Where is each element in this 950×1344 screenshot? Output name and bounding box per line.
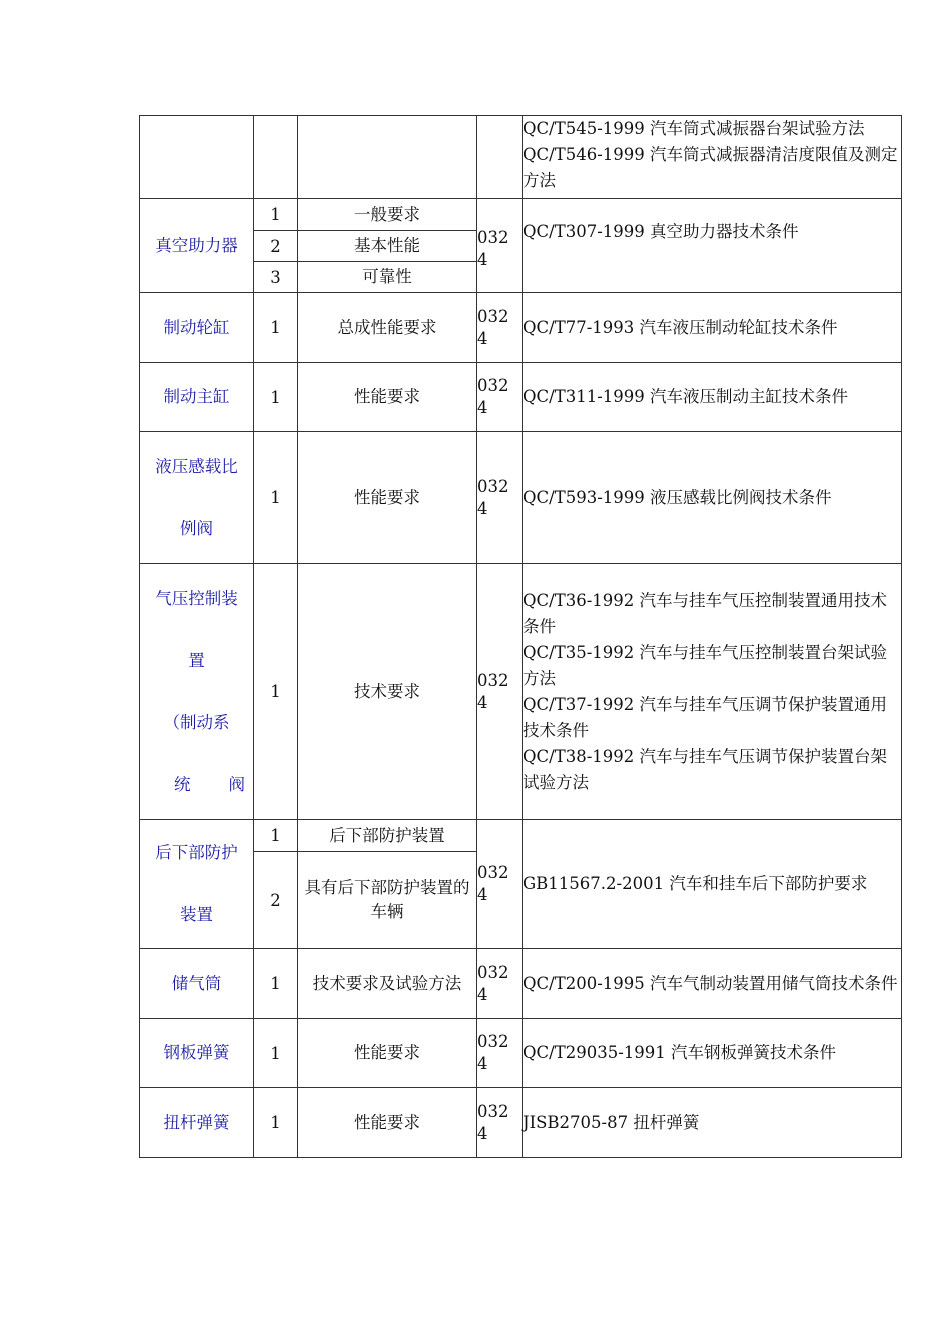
standard-line: JISB2705-87 扭杆弹簧 xyxy=(523,1112,700,1132)
item-name-cell xyxy=(140,1019,254,1088)
item-number: 2 xyxy=(254,852,298,949)
table-row xyxy=(140,564,902,820)
standard-reference xyxy=(523,432,902,564)
category-code: 032 4 xyxy=(477,1088,523,1158)
standard-line: QC/T311-1999 汽车液压制动主缸技术条件 xyxy=(523,387,849,406)
item-name-cell xyxy=(140,1088,254,1158)
requirement: 总成性能要求 xyxy=(298,293,477,363)
standard-reference xyxy=(523,199,902,293)
item-name-line: 气压控制装 xyxy=(155,588,238,608)
requirement: 性能要求 xyxy=(298,432,477,564)
item-number: 1 xyxy=(254,564,298,820)
standard-line: QC/T35-1992 汽车与挂车气压控制装置台架试验方法 xyxy=(523,642,888,688)
category-code: 032 4 xyxy=(477,363,523,432)
standard-reference xyxy=(523,363,902,432)
requirement: 技术要求及试验方法 xyxy=(298,949,477,1019)
requirement: 具有后下部防护装置的车辆 xyxy=(298,852,477,949)
item-name-cell xyxy=(140,199,254,293)
standard-line: QC/T200-1995 汽车气制动装置用储气筒技术条件 xyxy=(523,973,898,993)
standard-reference xyxy=(523,1019,902,1088)
item-name-line: 例阀 xyxy=(180,518,213,538)
category-code: 032 4 xyxy=(477,949,523,1019)
item-name-cell xyxy=(140,363,254,432)
standard-reference xyxy=(523,564,902,820)
standard-line: QC/T38-1992 汽车与挂车气压调节保护装置台架试验方法 xyxy=(523,746,888,792)
requirement: 一般要求 xyxy=(298,199,477,231)
requirement: 技术要求 xyxy=(298,564,477,820)
table-row xyxy=(140,116,902,199)
item-number: 1 xyxy=(254,1019,298,1088)
standard-line: QC/T37-1992 汽车与挂车气压调节保护装置通用技术条件 xyxy=(523,694,888,740)
category-code: 032 4 xyxy=(477,564,523,820)
item-number: 1 xyxy=(254,820,298,852)
standard-line: QC/T36-1992 汽车与挂车气压控制装置通用技术条件 xyxy=(523,590,888,636)
standard-line: QC/T593-1999 液压感载比例阀技术条件 xyxy=(523,487,832,507)
table-row xyxy=(140,199,902,231)
item-number xyxy=(254,116,298,199)
item-name-line: （制动系 xyxy=(163,712,230,732)
item-number: 1 xyxy=(254,199,298,231)
item-number: 1 xyxy=(254,293,298,363)
item-name-line: 扭杆弹簧 xyxy=(163,1112,230,1132)
standard-line: QC/T545-1999 汽车筒式减振器台架试验方法 QC/T546-1999 汽车筒式减振器清洁度限值及测定方法 xyxy=(523,119,898,190)
table-row xyxy=(140,1088,902,1158)
category-code: 032 4 xyxy=(477,199,523,293)
item-number: 1 xyxy=(254,1088,298,1158)
category-code: 032 4 xyxy=(477,820,523,949)
requirement xyxy=(298,116,477,199)
standard-line: GB11567.2-2001 汽车和挂车后下部防护要求 xyxy=(523,874,868,893)
item-name-line: 统 阀 xyxy=(174,774,245,794)
item-name-line: 后下部防护 xyxy=(155,843,238,862)
table-row xyxy=(140,432,902,564)
standard-reference xyxy=(523,820,902,949)
item-name-line: 液压感载比 xyxy=(155,456,238,476)
standard-reference xyxy=(523,949,902,1019)
category-code: 032 4 xyxy=(477,293,523,363)
item-number: 1 xyxy=(254,363,298,432)
item-name-cell xyxy=(140,116,254,199)
standard-line: QC/T77-1993 汽车液压制动轮缸技术条件 xyxy=(523,317,838,337)
item-name-line: 储气筒 xyxy=(171,973,222,993)
table-row xyxy=(140,820,902,852)
item-number: 2 xyxy=(254,231,298,262)
standard-reference xyxy=(523,116,902,199)
item-name-line: 钢板弹簧 xyxy=(163,1043,230,1062)
item-name-line: 置 xyxy=(188,650,205,670)
requirement: 后下部防护装置 xyxy=(298,820,477,852)
requirement: 性能要求 xyxy=(298,1088,477,1158)
item-number: 1 xyxy=(254,432,298,564)
item-name-cell xyxy=(140,820,254,949)
item-name-cell xyxy=(140,949,254,1019)
item-name-line: 制动轮缸 xyxy=(163,317,230,337)
table-row xyxy=(140,949,902,1019)
item-name-cell xyxy=(140,432,254,564)
standards-table xyxy=(139,115,902,1158)
requirement: 性能要求 xyxy=(298,1019,477,1088)
item-name-line: 装置 xyxy=(180,905,213,924)
requirement: 基本性能 xyxy=(298,231,477,262)
standard-line: QC/T29035-1991 汽车钢板弹簧技术条件 xyxy=(523,1043,837,1062)
standard-reference xyxy=(523,1088,902,1158)
category-code: 032 4 xyxy=(477,1019,523,1088)
item-name-line: 制动主缸 xyxy=(163,387,230,406)
table-row xyxy=(140,363,902,432)
standard-reference xyxy=(523,293,902,363)
item-number: 1 xyxy=(254,949,298,1019)
standards-table-body xyxy=(140,116,902,1158)
table-row xyxy=(140,1019,902,1088)
requirement: 性能要求 xyxy=(298,363,477,432)
item-name-cell xyxy=(140,564,254,820)
item-name-line: 真空助力器 xyxy=(155,235,238,255)
category-code xyxy=(477,116,523,199)
table-row xyxy=(140,293,902,363)
requirement: 可靠性 xyxy=(298,262,477,293)
category-code: 032 4 xyxy=(477,432,523,564)
item-name-cell xyxy=(140,293,254,363)
item-number: 3 xyxy=(254,262,298,293)
standard-line: QC/T307-1999 真空助力器技术条件 xyxy=(523,222,799,241)
